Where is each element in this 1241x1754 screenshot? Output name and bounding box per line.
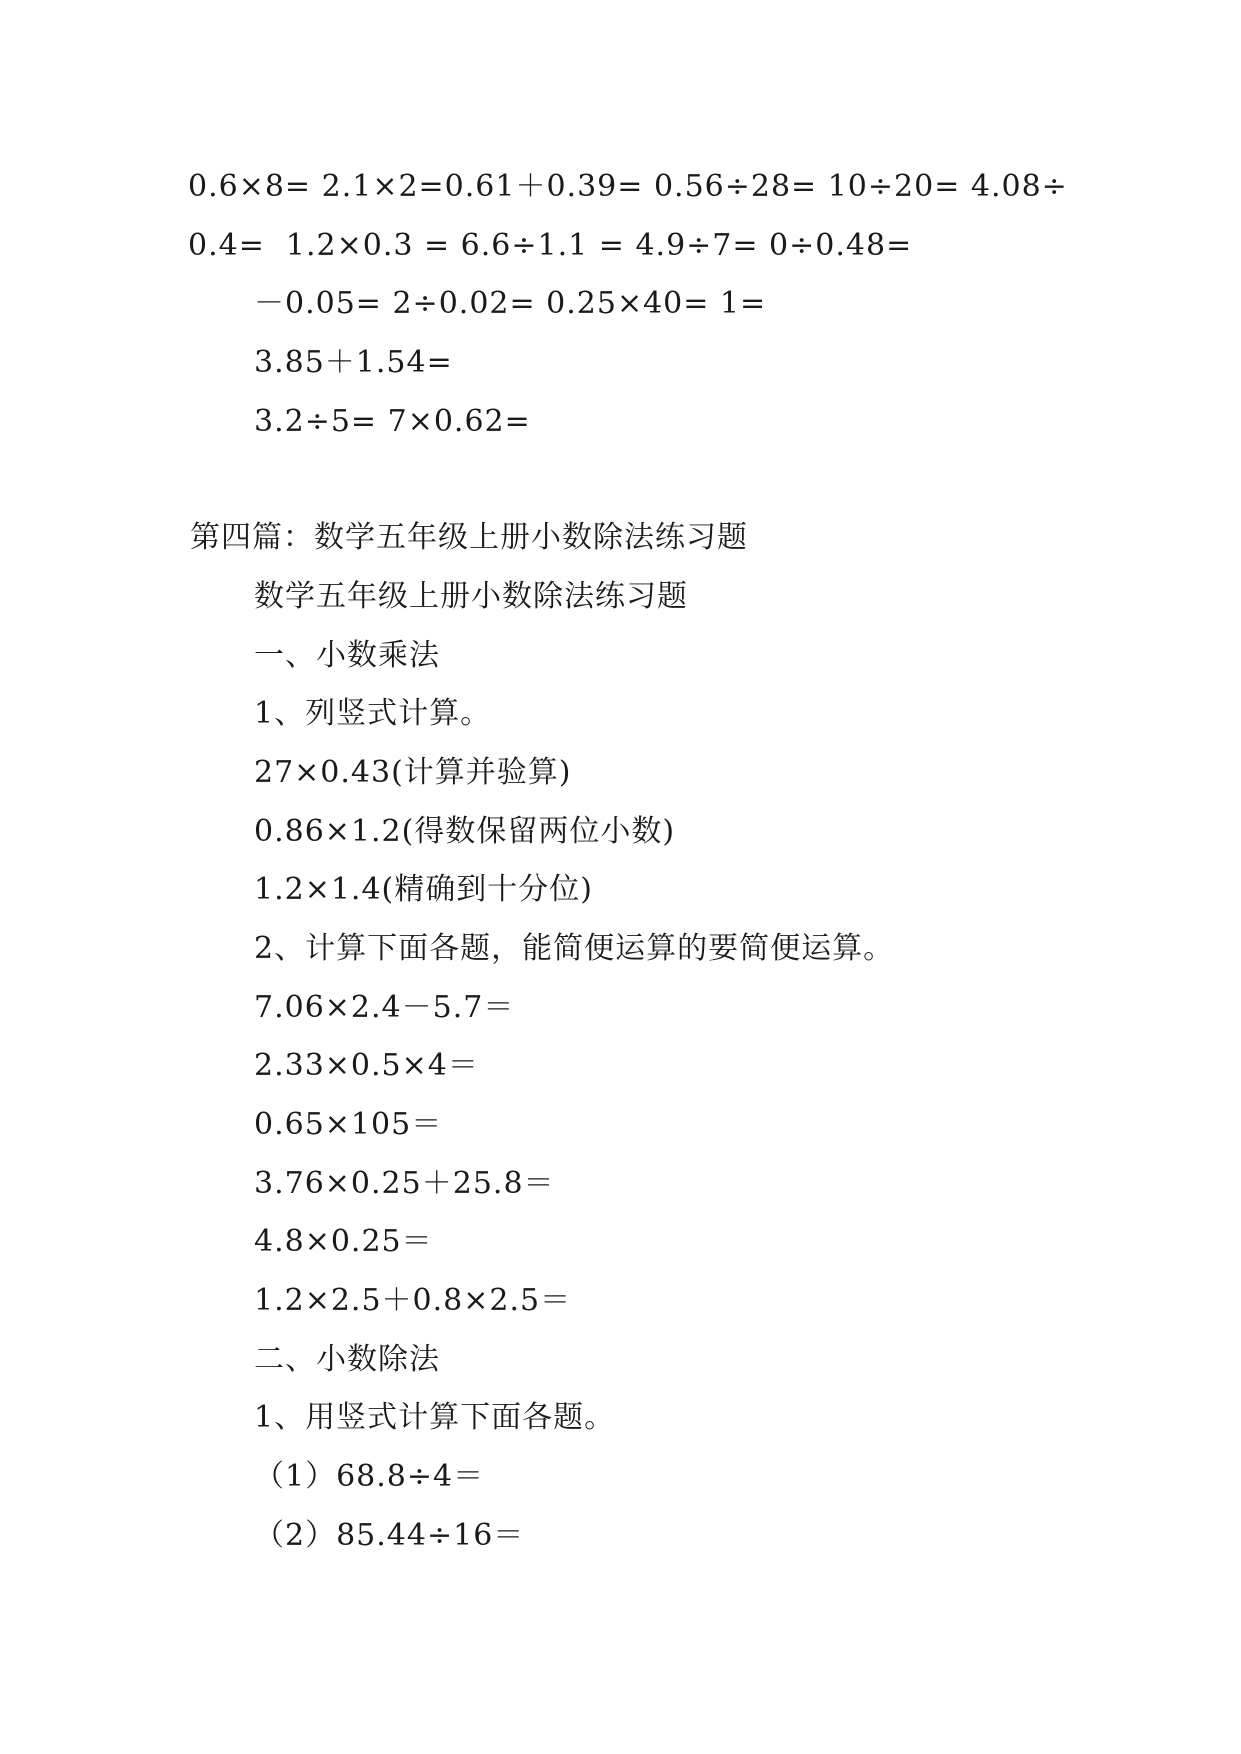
exercise-line: 0.6×8= 2.1×2=0.61＋0.39= 0.56÷28= 10÷20= 4.08÷ xyxy=(188,169,1068,204)
section-heading: 二、小数除法 xyxy=(254,1342,440,1377)
exercise-line: 3.2÷5= 7×0.62= xyxy=(254,404,531,439)
exercise-line: －0.05= 2÷0.02= 0.25×40= 1= xyxy=(254,286,767,321)
exercise-line: 0.65×105＝ xyxy=(254,1107,443,1142)
exercise-line: （2）85.44÷16＝ xyxy=(254,1518,525,1553)
exercise-line: 3.76×0.25＋25.8＝ xyxy=(254,1166,555,1201)
question-heading: 1、列竖式计算。 xyxy=(254,696,492,731)
exercise-line: 1.2×2.5＋0.8×2.5＝ xyxy=(254,1283,572,1318)
section-heading: 一、小数乘法 xyxy=(254,638,440,673)
exercise-line: 4.8×0.25＝ xyxy=(254,1224,433,1259)
exercise-line: 3.85＋1.54= xyxy=(254,345,453,380)
exercise-line: 27×0.43(计算并验算) xyxy=(254,755,572,790)
exercise-line: 1.2×1.4(精确到十分位) xyxy=(254,872,593,907)
exercise-line: 7.06×2.4－5.7＝ xyxy=(254,990,515,1025)
exercise-line: 0.86×1.2(得数保留两位小数) xyxy=(254,814,676,849)
question-heading: 2、计算下面各题，能简便运算的要简便运算。 xyxy=(254,931,895,966)
section-title: 第四篇：数学五年级上册小数除法练习题 xyxy=(190,520,748,555)
question-heading: 1、用竖式计算下面各题。 xyxy=(254,1400,616,1435)
document-subtitle: 数学五年级上册小数除法练习题 xyxy=(254,579,688,614)
exercise-line: 0.4= 1.2×0.3 = 6.6÷1.1 = 4.9÷7= 0÷0.48= xyxy=(188,228,913,263)
exercise-line: （1）68.8÷4＝ xyxy=(254,1459,485,1494)
exercise-line: 2.33×0.5×4＝ xyxy=(254,1048,479,1083)
